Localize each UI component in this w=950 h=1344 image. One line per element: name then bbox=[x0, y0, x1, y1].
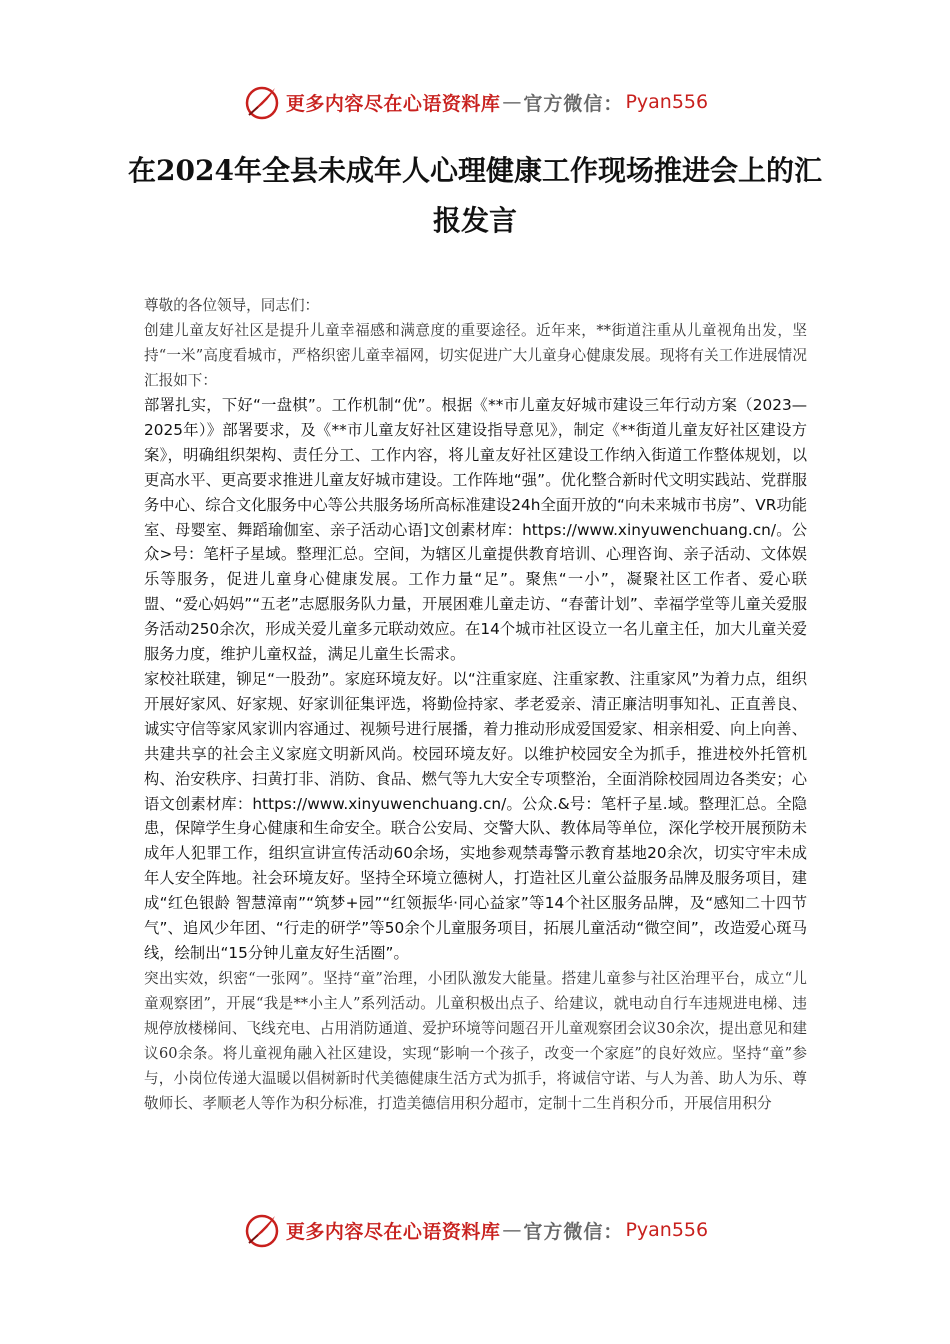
watermark-official-label: 官方微信： bbox=[523, 1220, 624, 1243]
paragraph-intro: 创建儿童友好社区是提升儿童幸福感和满意度的重要途径。近年来，**街道注重从儿童视角出发，坚持“一米”高度看城市，严格织密儿童幸福网，切实促进广大儿童身心健康发展。现将有关工作进展情况汇报如下： bbox=[144, 322, 807, 389]
watermark-site-text: 更多内容尽在心语资料库 bbox=[285, 92, 501, 115]
salutation: 尊敬的各位领导，同志们： bbox=[144, 297, 320, 314]
header-watermark bbox=[0, 80, 950, 124]
watermark-wechat-id: Pyan556 bbox=[625, 91, 709, 113]
watermark-wechat-id: Pyan556 bbox=[625, 1219, 709, 1241]
watermark-separator: — bbox=[502, 91, 522, 113]
paragraph-home-school: 家校社联建，铆足“一股劲”。家庭环境友好。以“注重家庭、注重家教、注重家风”为着力点，组织开展好家风、好家规、好家训征集评选，将勤俭持家、孝老爱亲、清正廉洁明事知礼、正直善良、诚实守信等家风家训内容通过、视频号进行展播，着力推动形成爱国爱家、相亲相爱、向上向善、共建共享的社会主义家庭文明新风尚。校园环境友好。以维护校园安全为抓手，推进校外托管机构、治安秩序、扫黄打非、消防、食品、燃气等九大安全专项整治，全面消除校园周边各类安；心语文创素材库：https://www.xinyuwenchuang.cn/。公众.&号：笔杆子星.域。整理汇总。全隐患，保障学生身心健康和生命安全。联合公安局、交警大队、教体局等单位，深化学校开展预防未成年人犯罪工作，组织宣讲宣传活动60余场，实地参观禁毒警示教育基地20余次，切实守牢未成年人安全阵地。社会环境友好。坚持全环境立德树人，打造社区儿童公益服务品牌及服务项目，建成“红色银龄 智慧漳南”“筑梦+园”“红领振华·同心益家”等14个社区服务品牌，及“感知二十四节气”、追风少年团、“行走的研学”等50余个儿童服务项目，拓展儿童活动“微空间”，改造爱心斑马线，绘制出“15分钟儿童友好生活圈”。 bbox=[144, 669, 807, 962]
document-title: 在2024年全县未成年人心理健康工作现场推进会上的汇报发言 bbox=[128, 154, 822, 237]
quill-logo-icon bbox=[242, 82, 282, 122]
document-body bbox=[144, 293, 807, 1116]
paragraph-results: 突出实效，织密“一张网”。坚持“童”治理，小团队激发大能量。搭建儿童参与社区治理平台，成立“儿童观察团”，开展“我是**小主人”系列活动。儿童积极出点子、给建议，就电动自行车违规进电梯、违规停放楼梯间、飞线充电、占用消防通道、爱护环境等问题召开儿童观察团会议30余次，提出意见和建议60余条。将儿童视角融入社区建设，实现“影响一个孩子，改变一个家庭”的良好效应。坚持“童”参与，小岗位传递大温暖以倡树新时代美德健康生活方式为抓手，将诚信守诺、与人为善、助人为乐、尊敬师长、孝顺老人等作为积分标准，打造美德信用积分超市，定制十二生肖积分币，开展信用积分 bbox=[144, 969, 807, 1112]
watermark-separator: — bbox=[502, 1219, 522, 1241]
watermark-official-label: 官方微信： bbox=[523, 92, 624, 115]
footer-watermark bbox=[0, 1208, 950, 1252]
paragraph-deployment: 部署扎实，下好“一盘棋”。工作机制“优”。根据《**市儿童友好城市建设三年行动方案（2023—2025年）》部署要求，及《**市儿童友好社区建设指导意见》，制定《**街道儿童友好社区建设方案》，明确组织架构、责任分工、工作内容，将儿童友好社区建设工作纳入街道工作整体规划，以更高水平、更高要求推进儿童友好城市建设。工作阵地“强”。优化整合新时代文明实践站、党群服务中心、综合文化服务中心等公共服务场所高标准建设24h全面开放的“向未来城市书房”、VR功能室、母婴室、舞蹈瑜伽室、亲子活动心语]文创素材库：https://www.xinyuwenchuang.cn/。公众>号：笔杆子星域。整理汇总。空间，为辖区儿童提供教育培训、心理咨询、亲子活动、文体娱乐等服务，促进儿童身心健康发展。工作力量“足”。聚焦“一小”，凝聚社区工作者、爱心联盟、“爱心妈妈”“五老”志愿服务队力量，开展困难儿童走访、“春蕾计划”、幸福学堂等儿童关爱服务活动250余次，形成关爱儿童多元联动效应。在14个城市社区设立一名儿童主任，加大儿童关爱服务力度，维护儿童权益，满足儿童生长需求。 bbox=[144, 396, 807, 664]
watermark-site-text: 更多内容尽在心语资料库 bbox=[285, 1220, 501, 1243]
quill-logo-icon bbox=[242, 1210, 282, 1250]
